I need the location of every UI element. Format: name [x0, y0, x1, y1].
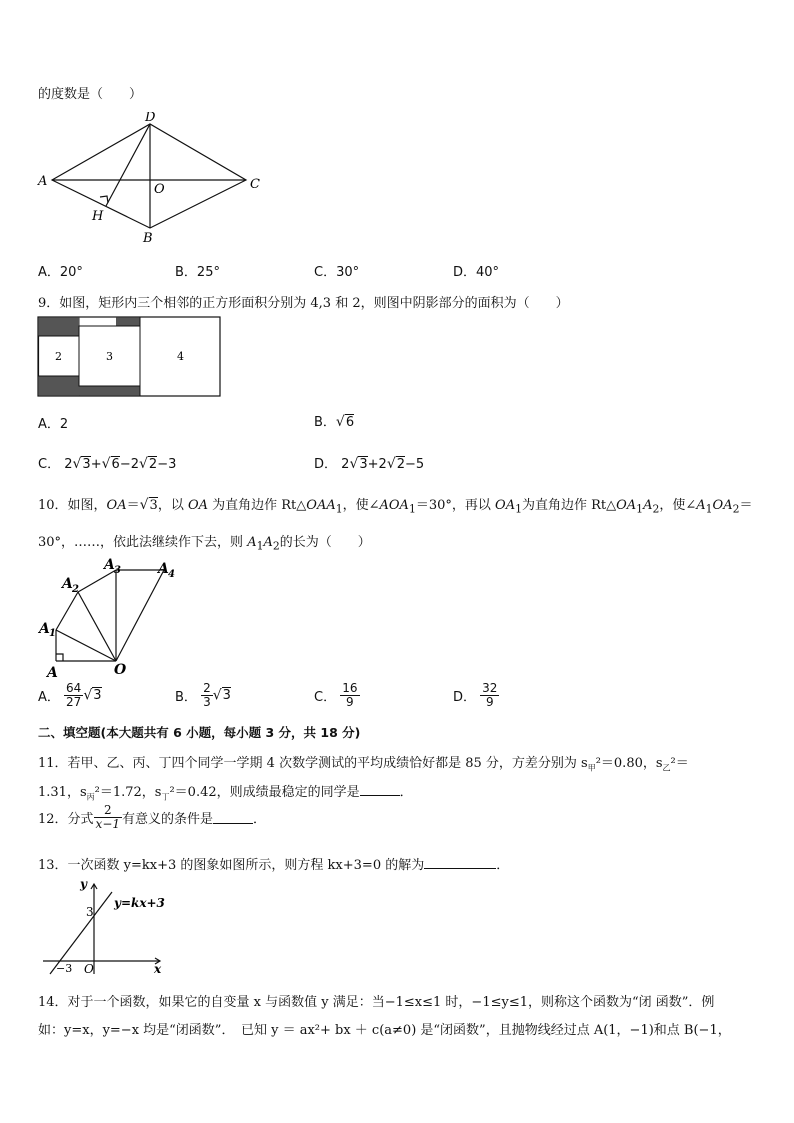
q8-option-d: D．40° — [453, 265, 500, 280]
q9-square-2-label: 2 — [55, 350, 62, 363]
q13-x-axis-label: x — [154, 962, 162, 976]
q12-answer-blank[interactable] — [213, 811, 253, 824]
q13-intercept-3-label: 3 — [86, 905, 94, 919]
q10-label-a1-sub: 1 — [49, 628, 56, 639]
q13-stem: 13．一次函数 y=kx+3 的图象如图所示，则方程 kx+3=0 的解为 ． — [38, 858, 510, 873]
q10-label-a4: A — [158, 561, 169, 577]
q13-line-label: y=kx+3 — [114, 896, 165, 910]
q9-stem: 9．如图，矩形内三个相邻的正方形面积分别为 4,3 和 2，则图中阴影部分的面积为（ ） — [38, 296, 569, 311]
q9-squares-figure — [37, 316, 223, 398]
q13-root-neg3-label: −3 — [56, 962, 73, 975]
q13-linear-function-graph — [38, 874, 168, 978]
q8-label-b: B — [143, 231, 153, 246]
q10-label-o: O — [114, 662, 127, 678]
q10-label-a3-sub: 3 — [114, 565, 121, 576]
q10-stem-line2: 30°，……，依此法继续作下去，则 $A_1A_2$的长为（ ） — [38, 535, 371, 553]
q9-option-c: C． 2√3+√6−2√2−3 — [38, 456, 177, 472]
q9-square-4-label: 4 — [177, 350, 184, 363]
q9-square-3-label: 3 — [106, 350, 113, 363]
q10-option-a: A． $\frac{64}{27}$ √3 — [38, 681, 102, 709]
q12-line: 12．分式 $\frac{2}{x-1}$ 有意义的条件是 ． — [38, 803, 267, 831]
q8-stem-tail: 的度数是（ ） — [38, 87, 143, 102]
q10-label-a1: A — [39, 621, 50, 637]
q13-answer-blank[interactable] — [424, 856, 496, 869]
q9-option-b: B．√6 — [314, 414, 355, 430]
q8-label-h: H — [92, 209, 104, 224]
q10-option-d: D． $\frac{32}{9}$ — [453, 681, 498, 709]
q10-label-a3: A — [104, 557, 115, 573]
q10-option-c: C． $\frac{16}{9}$ — [314, 681, 358, 709]
q8-label-d: D — [145, 112, 156, 125]
q10-label-a2-sub: 2 — [72, 584, 79, 595]
q10-label-a: A — [47, 665, 58, 680]
q13-y-axis-label: y — [80, 877, 87, 891]
q13-origin-label: O — [84, 962, 94, 976]
q10-option-b: B． $\frac{2}{3}$ √3 — [175, 681, 231, 709]
q10-label-a4-sub: 4 — [168, 569, 175, 580]
q8-option-a: A．20° — [38, 265, 83, 280]
q8-label-o: O — [154, 182, 165, 197]
q10-spiral-triangle-figure — [36, 556, 186, 680]
q11-line2: 1.31，$s_丙^2=1.72$，$s_丁^2=0.42$，则成绩最稳定的同学是 ． — [38, 785, 413, 802]
section-2-heading: 二、填空题(本大题共有 6 小题，每小题 3 分，共 18 分) — [38, 725, 361, 740]
q14-line2: 如：y=x，y=−x 均是“闭函数”． 已知 y ＝ ax²+ bx ＋ c(a≠0) 是“闭函数”，且抛物线经过点 A(1，−1)和点 B(−1， — [38, 1023, 731, 1038]
q9-option-a: A．2 — [38, 417, 69, 432]
q10-stem-line1: 10．如图，OA＝√3，以 OA 为直角边作 $Rt\triangle OAA_1$，使$\angle AOA_1=30^\circ$，再以 $OA_1$为直角边作 $Rt\triangle OA_1A_2$，使$\angle A_1OA_2=$ — [38, 497, 753, 516]
q8-option-b: B．25° — [175, 265, 220, 280]
q11-answer-blank[interactable] — [360, 783, 400, 796]
q8-label-c: C — [250, 177, 260, 192]
q8-label-a: A — [38, 174, 48, 189]
q9-option-d: D． 2√3+2√2−5 — [314, 456, 425, 472]
q14-line1: 14．对于一个函数，如果它的自变量 x 与函数值 y 满足：当−1≤x≤1 时，−1≤y≤1，则称这个函数为“闭 函数”．例 — [38, 995, 715, 1010]
q8-option-c: C．30° — [314, 265, 360, 280]
q11-line1: 11．若甲、乙、丙、丁四个同学一学期 4 次数学测试的平均成绩恰好都是 85 分，方差分别为 $s_甲^2=0.80$，$s_乙^2=$ — [38, 756, 689, 773]
q8-rhombus-figure — [30, 112, 270, 247]
q10-label-a2: A — [62, 576, 73, 592]
